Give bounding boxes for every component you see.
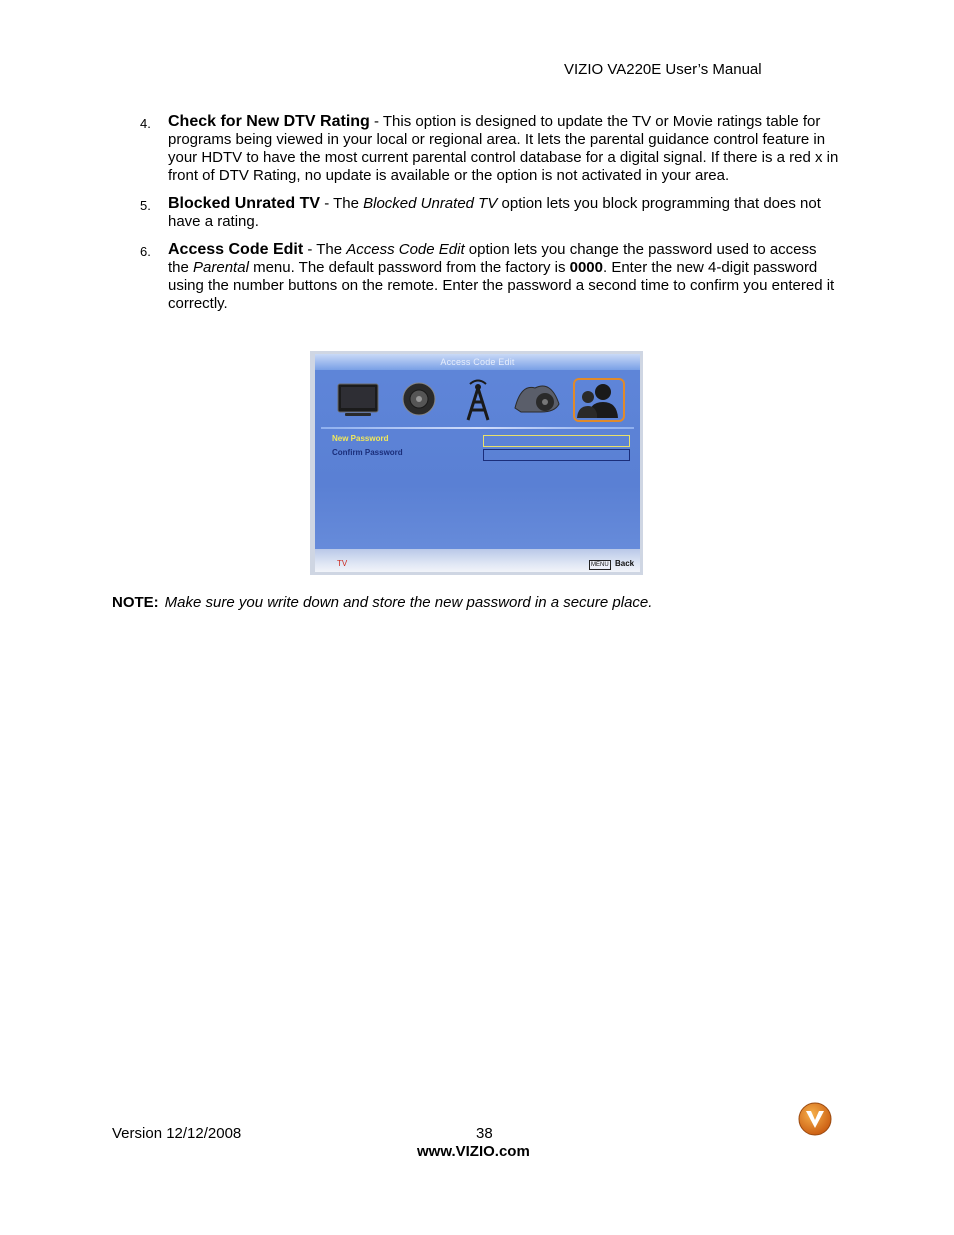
osd-screen: [315, 354, 640, 572]
new-password-label: New Password: [332, 434, 389, 443]
osd-back-button[interactable]: Back: [615, 559, 635, 568]
item-italic: Access Code Edit: [346, 241, 465, 258]
note-label: NOTE:: [112, 594, 159, 611]
item-italic: Parental: [193, 259, 249, 276]
osd-divider: [321, 427, 634, 429]
page-number: 38: [476, 1125, 493, 1142]
list-item-check-dtv-rating: [140, 113, 840, 185]
tv-icon[interactable]: [335, 378, 381, 420]
item-number: 4.: [140, 116, 151, 131]
item-number: 6.: [140, 244, 151, 259]
list-item-blocked-unrated: [140, 195, 840, 231]
item-term: Access Code Edit: [168, 241, 304, 258]
note: [112, 594, 652, 611]
osd-title: Access Code Edit: [440, 357, 515, 367]
footer-url[interactable]: www.VIZIO.com: [417, 1143, 530, 1160]
item-body: . Enter the new 4-digit password using the number buttons on the remote. Enter the password a second time to confirm you entered it correctly.: [168, 259, 835, 312]
default-password: 0000: [569, 259, 603, 276]
note-text: Make sure you write down and store the new password in a secure place.: [164, 594, 653, 611]
osd-menu-icons: [335, 378, 625, 424]
item-body: The: [316, 241, 347, 258]
menu-key-icon: MENU: [591, 562, 609, 568]
users-icon[interactable]: [573, 378, 625, 422]
item-number: 5.: [140, 198, 151, 213]
item-body: menu. The default password from the factory is: [248, 259, 570, 276]
confirm-password-field[interactable]: [483, 449, 630, 461]
antenna-icon[interactable]: [461, 378, 495, 422]
item-separator: -: [303, 241, 317, 258]
list-item-access-code-edit: [140, 241, 840, 313]
item-separator: -: [369, 113, 383, 130]
header-title: VIZIO VA220E User’s Manual: [564, 61, 762, 78]
speaker-icon[interactable]: [399, 378, 439, 420]
item-body: This option is designed to update the TV or Movie ratings table for programs being viewed in your local or regional area. It lets the parental guidance control feature in your HDTV to have the most current parental control database for a digital signal. If there is a red x in front of DTV Rating, no update is available or the option is not activated in your area.: [168, 113, 839, 184]
osd-source-label: TV: [337, 559, 348, 568]
tv-screenshot: [310, 351, 643, 575]
footer-version: Version 12/12/2008: [112, 1125, 242, 1142]
item-term: Check for New DTV Rating: [168, 113, 370, 130]
item-italic: Blocked Unrated TV: [363, 195, 498, 212]
vizio-logo-icon: [798, 1102, 832, 1136]
item-body: option lets you block programming that does not have a rating.: [168, 195, 821, 230]
item-body: option lets you change the password used to access the: [168, 241, 817, 276]
option-list: [140, 113, 840, 323]
new-password-field[interactable]: [483, 435, 630, 447]
item-term: Blocked Unrated TV: [168, 195, 321, 212]
item-separator: -: [320, 195, 334, 212]
confirm-password-label: Confirm Password: [332, 448, 403, 457]
item-body: The: [333, 195, 364, 212]
gear-icon[interactable]: [511, 378, 563, 418]
